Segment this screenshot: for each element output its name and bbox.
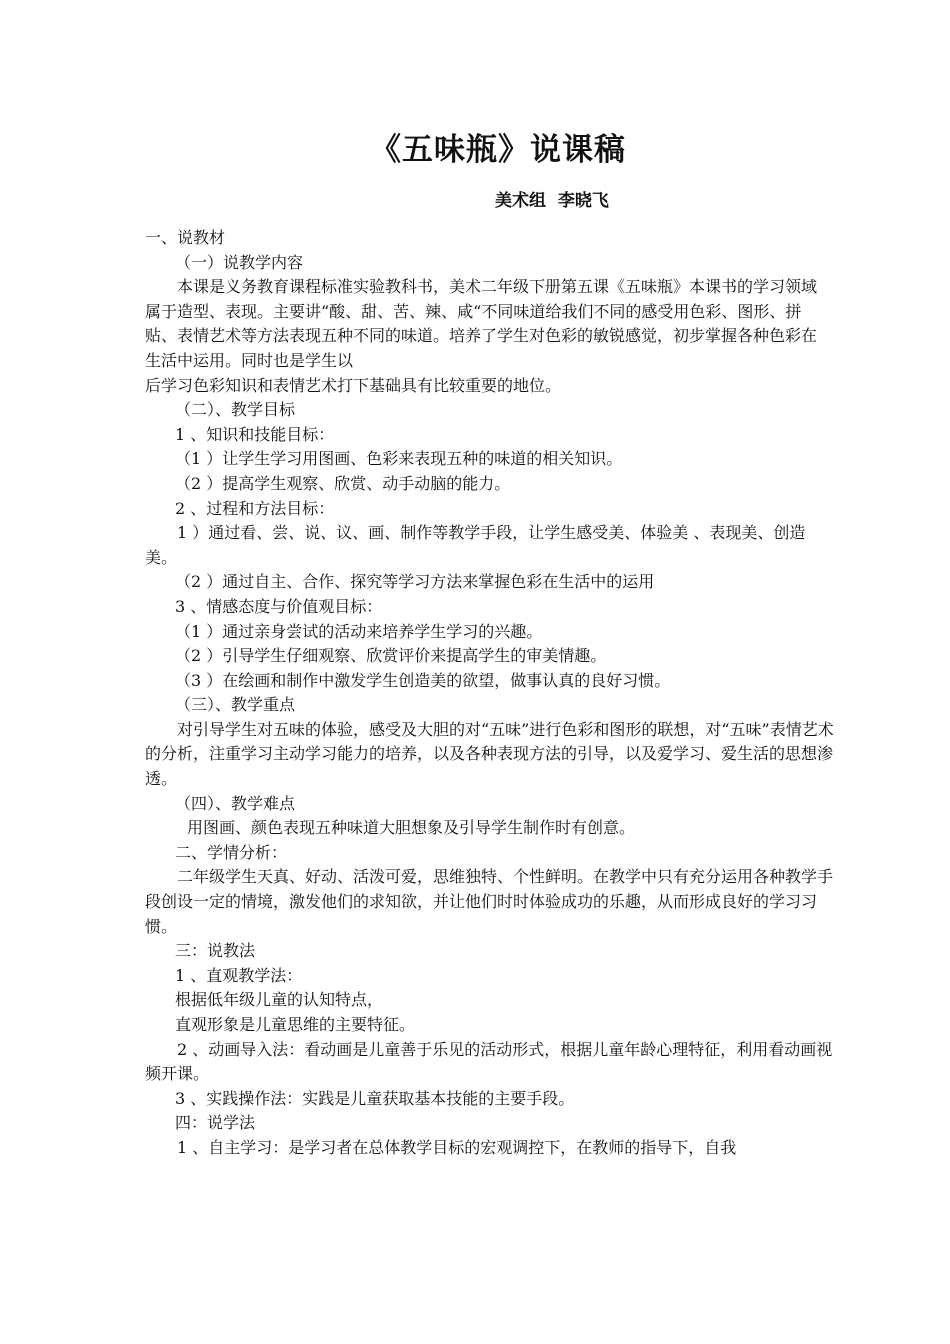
list-item: （2 ）提高学生观察、欣赏、动手动脑的能力。 xyxy=(175,473,511,493)
paragraph: 后学习色彩知识和表情艺术打下基础具有比较重要的地位。 xyxy=(145,375,562,395)
list-item: （1 ）通过亲身尝试的活动来培养学生学习的兴趣。 xyxy=(175,621,543,641)
list-item: 3 、实践操作法：实践是儿童获取基本技能的主要手段。 xyxy=(175,1088,575,1108)
list-heading: 2 、过程和方法目标： xyxy=(175,498,335,518)
list-item: （2 ）引导学生仔细观察、欣赏评价来提高学生的审美情趣。 xyxy=(175,646,607,666)
subsection-heading: （四）、教学难点 xyxy=(175,793,296,813)
paragraph: 二年级学生天真、好动、活泼可爱，思维独特、个性鲜明。在教学中只有充分运用各种教学手段创设一定的情境，激发他们的求知欲，并让他们时时体验成功的乐趣，从而形成良好的学习习惯。 xyxy=(145,867,834,936)
section-heading: 三：说教法 xyxy=(175,941,256,961)
list-heading: 1 、知识和技能目标： xyxy=(175,424,335,444)
paragraph: 直观形象是儿童思维的主要特征。 xyxy=(175,1015,416,1034)
subsection-heading: （三）、教学重点 xyxy=(175,695,296,715)
list-heading: 1 、直观教学法： xyxy=(175,965,303,985)
list-item: （2 ）通过自主、合作、探究等学习方法来掌握色彩在生活中的运用 xyxy=(175,572,655,592)
list-item: 1 ）通过看、尝、说、议、画、制作等教学手段，让学生感受美、体验美 、表现美、创造美。 xyxy=(145,523,806,567)
document-author: 美术组 李晓飞 xyxy=(495,191,609,211)
list-item: 2 、动画导入法：看动画是儿童善于乐见的活动形式，根据儿童年龄心理特征，利用看动画视频开课。 xyxy=(145,1039,833,1084)
subsection-heading: （一）说教学内容 xyxy=(175,252,304,272)
paragraph: 对引导学生对五味的体验，感受及大胆的对“五味”进行色彩和图形的联想，对“五味”表情艺术的分析，注重学习主动学习能力的培养，以及各种表现方法的引导，以及爱学习、爱生活的思想渗透。 xyxy=(145,719,834,789)
list-item: （3 ）在绘画和制作中激发学生创造美的欲望，做事认真的良好习惯。 xyxy=(175,670,671,690)
paragraph: 用图画、颜色表现五种味道大胆想象及引导学生制作时有创意。 xyxy=(187,818,636,838)
section-heading: 二、学情分析： xyxy=(175,842,288,862)
list-item: 1 、自主学习：是学习者在总体教学目标的宏观调控下，在教师的指导下，自我 xyxy=(177,1137,737,1157)
section-heading: 一、说教材 xyxy=(145,228,226,247)
paragraph: 根据低年级儿童的认知特点， xyxy=(175,990,384,1010)
document-body xyxy=(145,226,835,1161)
list-heading: 3 、情感态度与价值观目标： xyxy=(175,596,383,616)
section-heading: 四：说学法 xyxy=(175,1113,256,1133)
list-item: （1 ）让学生学习用图画、色彩来表现五种的味道的相关知识。 xyxy=(175,449,623,469)
subsection-heading: （二）、教学目标 xyxy=(175,400,296,420)
document-title: 《五味瓶》说课稿 xyxy=(370,132,626,168)
paragraph: 本课是义务教育课程标准实验教科书，美术二年级下册第五课《五味瓶》本课书的学习领域属于造型、表现。主要讲“酸、甜、苦、辣、咸“不同味道给我们不同的感受用色彩、图形、拼贴、表情艺术等方法表现五种不同的味道。培养了学生对色彩的敏锐感觉，初步掌握各种色彩在生活中运用。同时也是学生以 xyxy=(145,277,818,370)
